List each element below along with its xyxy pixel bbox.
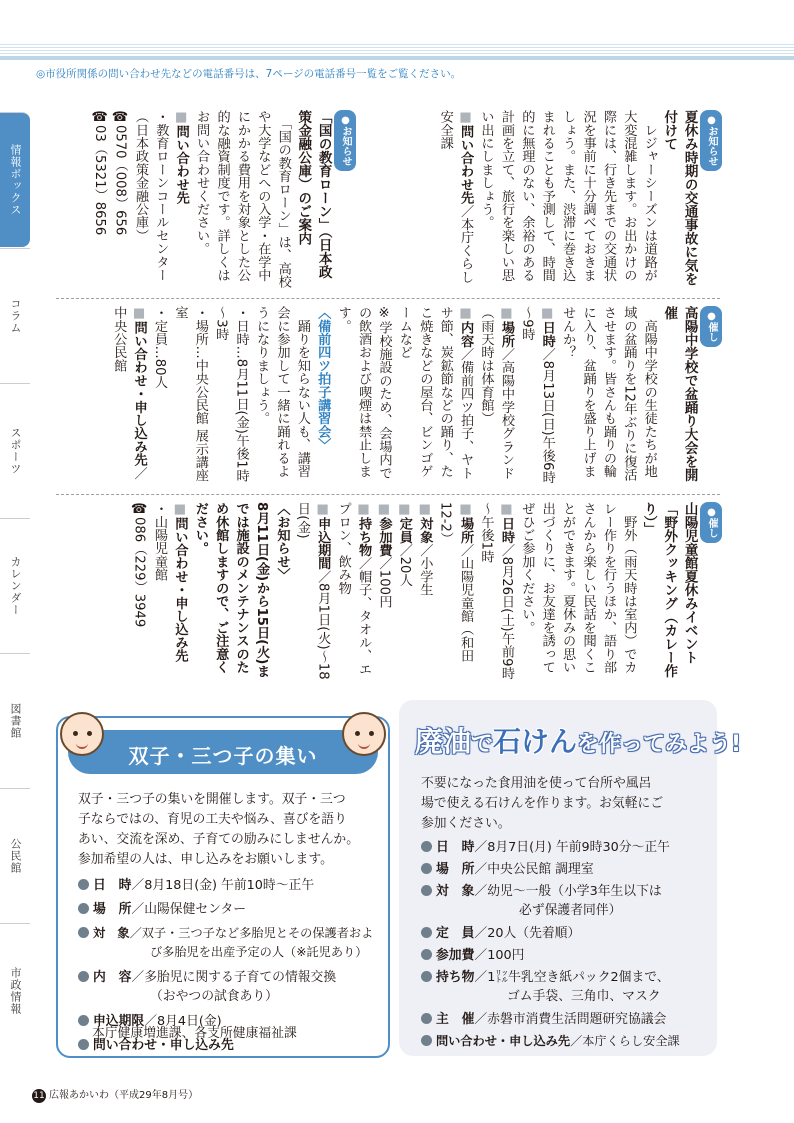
bullet-icon [421,971,432,982]
fee-label: 参加費 [376,517,392,557]
phone-number: ☎086（229）3949 [131,502,147,628]
article-body: 野外（雨天時は室内）でカレー作りを行うほか、語り部さんから楽しい民話を聞くことができます。夏休みの思い出づくりに、お友達を誘ってぜひご参加ください。 [519,502,637,674]
sub-body: 踊りを知らない人も、講習会に参加して一緒に踊れるようになりましょう。 [254,306,310,478]
target-value-cont: 必ず保護者同伴） [519,903,622,918]
bullet-icon [421,863,432,874]
phone-notice: ◎市役所関係の問い合わせ先などの電話番号は、7ページの電話番号一覧をご覧ください。 [36,68,462,80]
bullet-icon [78,1015,89,1026]
article-education-loan: ●お知らせ 「国の教育ローン」（日本政策金融公庫）のご案内 「国の教育ローン」は、高校や大学などへの入学・在学中にかかる費用を対象とした公的な融資制度です。詳しくはお問い合わせください。 ■問い合わせ先 ・教育ローンコールセンター （日本政策金融公庫） ☎0570（008）656 ☎03（5321）8656 [56,110,356,290]
article-body: 「国の教育ローン」は、高校や大学などへの入学・在学中にかかる費用を対象とした公的な融資制度です。詳しくはお問い合わせください。 [194,110,291,289]
sub-line: ・場所…中央公民館 展示講座室 [172,306,208,482]
child-illustration-icon [60,712,104,756]
contact-value: ／本庁くらし安全課 [437,110,474,284]
contact-value: ／中央公民館 [111,306,147,480]
date-value: ／8月18日(金) 午前10時～正午 [131,878,315,893]
target-value-cont: び多胎児を出産予定の人（※託児あり） [150,945,368,959]
contact-label: 問い合わせ・申し込み先 [172,517,188,663]
bullet-icon [421,885,432,896]
contact-label: 問い合わせ先 [458,125,474,205]
items-value: ／1㍑牛乳空き紙パック2個まで、 [474,970,670,985]
date-value: ／8月13日(日)午後6時～9時 [519,306,555,484]
article-traffic-safety: ●お知らせ 夏休み時期の交通事故に気を付けて レジャーシーズンは道路が大変混雑します。お出かけの際には、行き先までの交通状況を事前に十分調べておきましょう。また、渋滞に巻き込まれることも予測して、時間的に無理のない、余裕のある計画を立て、旅行を楽しい思い出にしましょう。 ■問い合わせ先／本庁くらし安全課 [410,110,722,290]
sub-line: ・定員…80人 [152,306,168,389]
place-label: 場 所 [436,862,475,877]
contact-label: 問い合わせ・申し込み先 [436,1034,571,1048]
contact-label: 問い合わせ・申し込み先 [93,1038,234,1053]
twins-contact-value [92,1024,382,1044]
capacity-label: 定 員 [436,926,475,941]
twins-gathering-box [56,716,390,1058]
twins-title: 双子・三つ子の集い [128,744,318,768]
closure-body: 8月11日(金)から15日(火)までは施設のメンテナンスのため休館しますので、ご注意ください。 [192,502,270,678]
intro-line: 参加希望の人は、申し込みをお願いします。 [78,852,333,867]
target-label: 対 象 [436,884,475,899]
bullet-icon [78,927,89,938]
soap-title-part: 廃油 [415,725,472,758]
target-label: 対 象 [93,926,130,940]
organizer-value: ／赤磐市消費生活問題研究協議会 [474,1012,667,1027]
target-value: ／幼児～一般（小学3年生以下は [474,884,662,899]
sub-title: 〈備前四ツ拍子講習会〉 [315,306,331,452]
fee-value: ／100円 [376,556,392,609]
event-tag: ●催し [700,502,722,543]
date-label: 日時 [498,517,514,544]
period-value: ／8月1日(火)～18日(金) [294,502,331,680]
date-label: 日 時 [436,840,475,855]
twins-banner [68,730,378,774]
publication-name: 広報あかいわ（平成29年8月号） [49,1090,199,1101]
article-bon-dance: ●催し 高陽中学校で盆踊り大会を開催 高陽中学校の生徒たちが地域の盆踊りを12年ぶりに復活させます。皆さんも踊りの輪に入り、盆踊りを盛り上げませんか？ ■日時／8月13日(日)午後6時～9時 ■場所／高陽中学校グランド（雨天時は体育館） ■内容／備前四ツ拍子、ヤトサ節、炭鉱節などの踊り、たこ焼きなどの屋台、ビンゴゲームなど ※学校施設のため、会場内での飲酒および喫煙は禁止します。 〈備前四ツ拍子講習会〉 踊りを知らない人も、講習会に参加して一緒に踊れるようになりましょう。 ・日時…8月11日(金)午後1時～3時 ・場所…中央公民館 展示講座室 ・定員…80人 ■問い合わせ・申し込み先／中央公民館 [56,306,722,486]
tab-community-center[interactable]: 公民館 [0,788,30,922]
content-value: ／備前四ツ拍子、ヤトサ節、炭鉱節などの踊り、たこ焼きなどの屋台、ビンゴゲームなど [396,306,474,480]
article-title: 夏休み時期の交通事故に気を付けて [661,110,698,286]
bullet-icon [78,903,89,914]
organizer-label: 主 催 [436,1012,475,1027]
fee-label: 参加費 [436,948,475,963]
capacity-value: ／20人 [396,543,412,587]
contact-line: （日本政策金融公庫） [132,110,148,242]
place-value: ／山陽保健センター [131,902,247,917]
soap-title-part: で [471,732,494,757]
twins-content [78,790,378,1052]
tab-column[interactable]: コラム [0,248,30,382]
place-label: 場 所 [93,902,132,917]
soap-title [415,720,741,760]
place-label: 場所 [458,517,474,544]
contact-line: ・教育ローンコールセンター [153,110,169,282]
content-label: 内容 [458,321,474,348]
tab-calendar[interactable]: カレンダー [0,518,30,652]
intro-line: 双子・三つ子の集いを開催します。双子・三つ [78,792,346,807]
article-body: 高陽中学校の生徒たちが地域の盆踊りを12年ぶりに復活させます。皆さんも踊りの輪に入り、盆踊りを盛り上げませんか？ [560,306,657,482]
content-value-cont: （おやつの試食あり） [150,989,278,1004]
article-title: 「国の教育ローン」（日本政策金融公庫）のご案内 [295,110,332,279]
bullet-icon [78,1039,89,1050]
content-label: 内 容 [93,970,132,985]
soap-content [421,774,711,1054]
items-value: ／帽子、タオル、エプロン、飲み物 [335,502,372,676]
top-band-line [0,56,794,60]
phone-number: ☎03（5321）8656 [92,110,108,236]
notice-tag: ●お知らせ [334,110,356,171]
intro-line: 参加ください。 [421,816,511,831]
place-value: ／中央公民館 調理室 [474,862,594,877]
deadline-label: 申込期限 [93,1014,145,1029]
items-value-cont: ゴム手袋、三角巾、マスク [507,989,661,1004]
bullet-icon [421,1013,432,1024]
intro-line: 子ならではの、育児の工夫や悩み、喜びを語り [78,812,347,827]
intro-line: 場で使える石けんを作ります。お気軽にご [421,796,664,811]
phone-number: ☎0570（008）656 [112,110,128,236]
tab-info-box[interactable]: 情報ボックス [0,112,30,247]
target-value: ／双子・三つ子など多胎児とその保護者およ [129,926,374,940]
capacity-value: ／20人（先着順） [474,926,581,941]
soap-title-part: を作ってみよう! [577,732,742,757]
intro-line: あい、交流を深め、子育ての励みにしませんか。 [78,832,360,847]
contact-label: 問い合わせ・申し込み先 [131,321,147,467]
place-value: ／高陽中学校グランド（雨天時は体育館） [478,306,514,480]
bullet-icon [78,879,89,890]
contact-value: ／本庁くらし安全課 [570,1034,680,1048]
date-label: 日時 [539,321,555,348]
closure-title: 〈お知らせ〉 [274,502,290,582]
place-value: ／山陽児童館（和田12-2） [437,502,474,663]
article-title: 高陽中学校で盆踊り大会を開催 [661,306,698,482]
deadline-value: ／8月4日(金) [144,1014,222,1029]
bullet-icon [421,1035,432,1046]
bullet-icon [421,841,432,852]
period-label: 申込期間 [315,517,331,570]
tab-sports[interactable]: スポーツ [0,383,30,517]
article-title: 山陽児童館夏休みイベント「野外クッキング（カレー作り）」 [640,502,698,678]
page-number: 11 [33,1091,45,1101]
intro-line: 不要になった食用油を使って台所や風呂 [421,776,652,791]
contact-line: ・山陽児童館 [152,502,168,582]
tab-library[interactable]: 図書館 [0,653,30,787]
date-label: 日 時 [93,878,132,893]
items-label: 持ち物 [436,970,475,985]
note: ※学校施設のため、会場内での飲酒および喫煙は禁止します。 [335,306,392,480]
target-value: ／小学生 [417,543,433,597]
page-footer [32,1086,198,1103]
event-tag: ●催し [700,306,722,347]
bullet-icon [421,949,432,960]
items-label: 持ち物 [356,517,372,557]
row-divider [56,494,720,495]
soap-making-box [399,700,742,1056]
target-label: 対象 [417,517,433,544]
contact-value: 本庁健康増進課、各支所健康福祉課 [92,1026,297,1041]
sub-line: ・日時…8月11日(金)午後1時～3時 [213,306,249,482]
article-outdoor-cooking: ●催し 山陽児童館夏休みイベント「野外クッキング（カレー作り）」 野外（雨天時は室内）でカレー作りを行うほか、語り部さんから楽しい民話を聞くことができます。夏休みの思い出づくりに、お友達を誘ってぜひご参加ください。 ■日時／8月26日(土)午前9時～午後1時 ■場所／山陽児童館（和田12-2） ■対象／小学生 ■定員／20人 ■参加費／100円 ■持ち物／帽子、タオル、エプロン、飲み物 ■申込期間／8月1日(火)～18日(金) 〈お知らせ〉 8月11日(金)から15日(火)までは施設のメンテナンスのため休館しますので、ご注意ください。 ■問い合わせ・申し込み先 ・山陽児童館 ☎086（229）3949 [56,502,722,682]
contact-label: 問い合わせ先 [173,125,189,205]
place-label: 場所 [498,321,514,348]
row-divider [56,298,720,299]
date-value: ／8月7日(月) 午前9時30分～正午 [474,840,670,855]
content-value: ／多胎児に関する子育ての情報交換 [131,970,337,985]
notice-tag: ●お知らせ [700,110,722,171]
article-body: レジャーシーズンは道路が大変混雑します。お出かけの際には、行き先までの交通状況を事前に十分調べておきましょう。また、渋滞に巻き込まれることも予測して、時間的に無理のない、余裕のある計画を立て、旅行を楽しい思い出にしましょう。 [478,110,657,282]
bullet-icon [78,971,89,982]
tab-city-info[interactable]: 市政情報 [0,923,30,1057]
date-value: ／8月26日(土)午前9時～午後1時 [478,502,514,680]
soap-title-part: 石けん [493,725,578,758]
child-illustration-icon [342,712,386,756]
bullet-icon [421,927,432,938]
capacity-label: 定員 [396,517,412,544]
fee-value: ／100円 [474,948,525,963]
